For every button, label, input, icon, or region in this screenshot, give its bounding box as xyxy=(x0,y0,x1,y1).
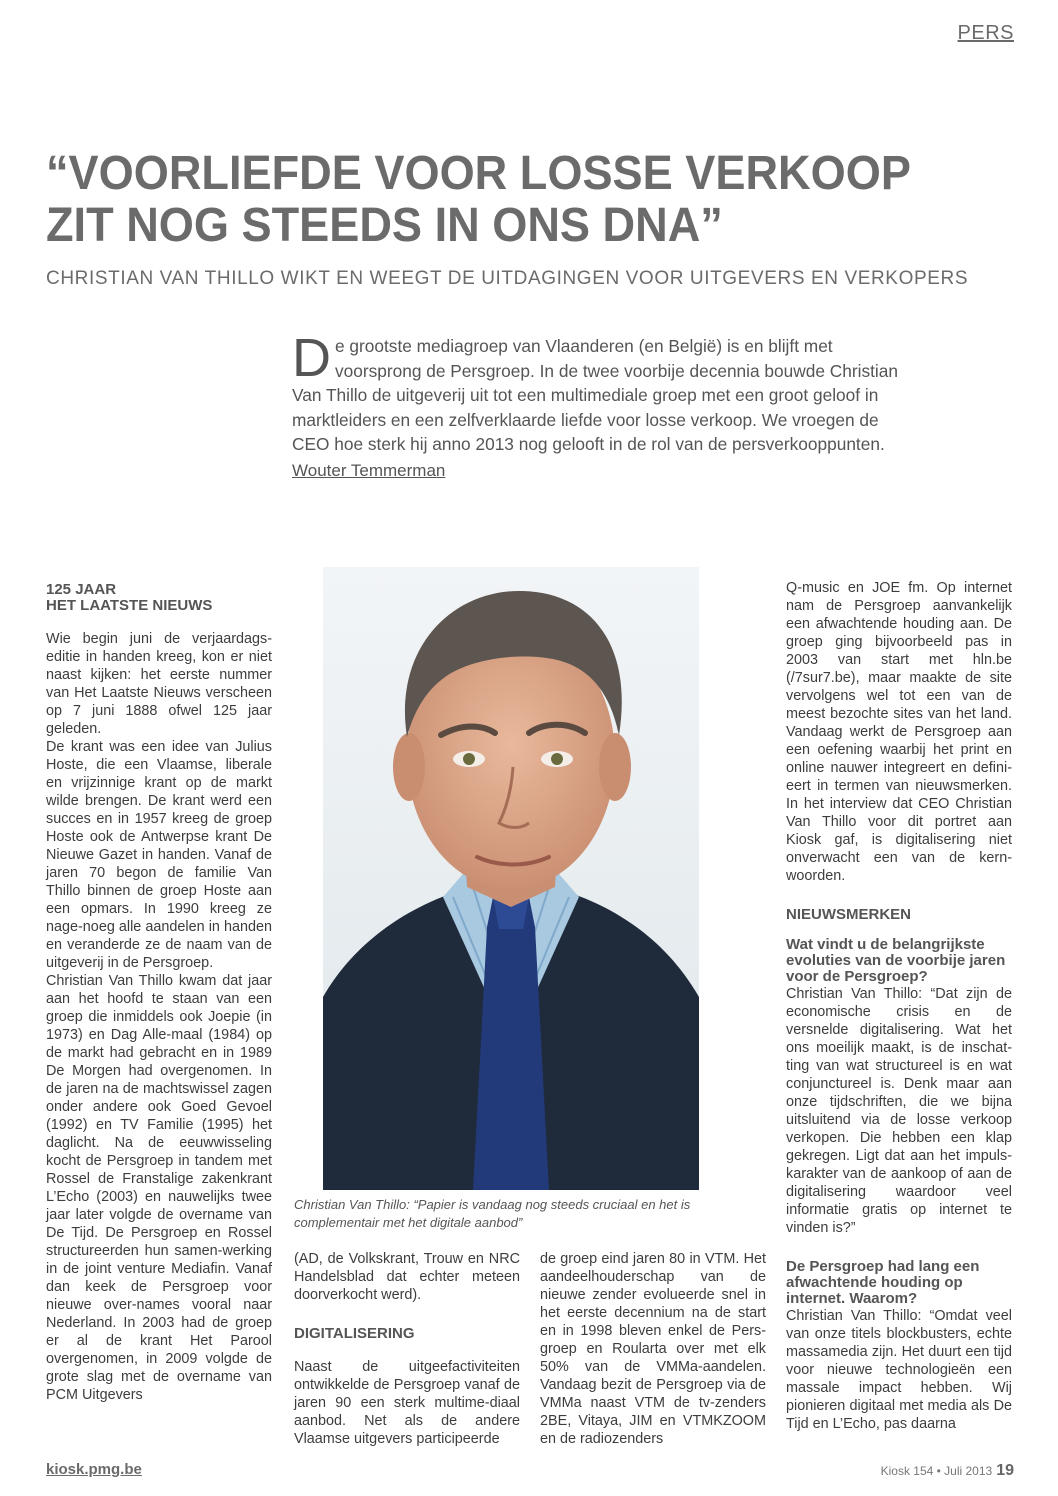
heading-nieuwsmerken: NIEUWSMERKEN xyxy=(786,906,912,923)
column-1 xyxy=(46,582,272,1404)
portrait-photo xyxy=(323,567,699,1190)
footer-site-link[interactable]: kiosk.pmg.be xyxy=(46,1461,142,1478)
drop-cap: D xyxy=(292,328,331,388)
author-byline[interactable]: Wouter Temmerman xyxy=(292,461,446,480)
heading-digitalisering: DIGITALISERING xyxy=(294,1325,415,1342)
paragraph: (AD, de Volkskrant, Trouw en NRC Handelsblad dat echter meteen doorverkocht werd). xyxy=(294,1251,520,1303)
column-4 xyxy=(786,579,1012,1433)
article-intro xyxy=(292,328,917,457)
photo-caption: Christian Van Thillo: “Papier is vandaag nog steeds cruciaal en het is complementair met het digitale aanbod” xyxy=(294,1197,691,1230)
title-line-1: “VOORLIEFDE VOOR LOSSE VERKOOP xyxy=(46,147,911,200)
portrait-illustration xyxy=(323,567,699,1190)
paragraph: Naast de uitgeefactiviteiten ontwikkelde de Persgroep vanaf de jaren 90 een sterk multime-diaal aanbod. Net als de andere Vlaamse uitgevers participeerde xyxy=(294,1359,520,1447)
paragraph: Wie begin juni de verjaardags-editie in handen kreeg, kon er niet naast kijken: het eerste nummer van Het Laatste Nieuws verscheen op 7 juni 1888 ofwel 125 jaar geleden. xyxy=(46,631,272,737)
title-line-2: ZIT NOG STEEDS IN ONS DNA” xyxy=(46,199,723,252)
footer-issue xyxy=(881,1462,1014,1480)
paragraph: Christian Van Thillo kwam dat jaar aan het hoofd te staan van een groep die inmiddels ook Joepie (in 1973) en Dag Alle-maal (1984) op de markt had gebracht en in 1989 De Morgen had overgenomen. In de jaren na de machtswissel zagen onder andere ook Goed Gevoel (1992) en TV Familie (1995) het daglicht. Na de eeuwwisseling kocht de Persgroep in tandem met Rossel de Franstalige zakenkrant L’Echo (2003) en nauwelijks twee jaar later volgde de overname van De Tijd. De Persgroep en Rossel structureerden hun samen-werking in de joint venture Mediafin. Vanaf dan keek de Persgroep voor nieuwe over-names vooral naar Nederland. In 2003 had de groep er al de krant Het Parool overgenomen, in 2009 volgde de grote slag met de overname van PCM Uitgevers xyxy=(46,973,272,1403)
interview-answer: Christian Van Thillo: “Dat zijn de economische crisis en de versnelde digitalisering. Wat het ons moeilijk maakt, is de inschat-ting van wat structureel is en wat conjunctureel is. Denk maar aan onze tijdschriften, die we bijna uitsluitend via de losse verkoop verkopen. Die hebben een klap gekregen. Ligt dat aan het impuls-karakter van de aankoop of aan de digitalisering waardoor veel informatie gratis op internet te vinden is?” xyxy=(786,986,1012,1236)
interview-question: Wat vindt u de belangrijkste evoluties van de voorbije jaren voor de Persgroep? xyxy=(786,936,1006,985)
intro-text: e grootste mediagroep van Vlaanderen (en België) is en blijft met voorsprong de Persgroep. In de twee voorbije decennia bouwde Christian Van Thillo de uitgeverij uit tot een multimediale groep met een groot geloof in marktleiders en een zelfverklaarde liefde voor losse verkoop. We vroegen de CEO hoe sterk hij anno 2013 nog gelooft in de rol van de persverkooppunten. xyxy=(292,336,898,454)
issue-label: Kiosk 154 • Juli 2013 xyxy=(880,1464,993,1478)
heading-line-2: HET LAATSTE NIEUWS xyxy=(46,597,213,614)
column-3 xyxy=(540,1250,766,1448)
heading-125-jaar xyxy=(46,582,272,614)
column-2 xyxy=(294,1250,520,1448)
page-number: 19 xyxy=(996,1462,1014,1479)
section-tag[interactable]: PERS xyxy=(957,22,1014,44)
article-title xyxy=(46,148,948,252)
article-subtitle: CHRISTIAN VAN THILLO WIKT EN WEEGT DE UITDAGINGEN VOOR UITGEVERS EN VERKOPERS xyxy=(46,268,969,289)
interview-answer: Christian Van Thillo: “Omdat veel van onze titels blockbusters, echte massamedia zijn. Het duurt een tijd voor nieuwe technologieën een massale impact hebben. Wij pionieren digitaal met media als De Tijd en L’Echo, pas daarna xyxy=(786,1308,1012,1432)
interview-question: De Persgroep had lang een afwachtende houding op internet. Waarom? xyxy=(786,1258,980,1307)
paragraph: Q-music en JOE fm. Op internet nam de Persgroep aanvankelijk een afwachtende houding aan. De groep ging bijvoorbeeld pas in 2003 van start met hln.be (/7sur7.be), maar maakte de site vervolgens wel tot een van de meest bezochte sites van het land. Vandaag werkt de Persgroep aan een oefening waarbij het print en online nauwer integreert en defini-eert in termen van nieuwsmerken. In het interview dat CEO Christian Van Thillo voor dit portret aan Kiosk gaf, is digitalisering niet onverwacht een van de kern-woorden. xyxy=(786,580,1012,884)
heading-line-1: 125 JAAR xyxy=(46,581,117,598)
paragraph: de groep eind jaren 80 in VTM. Het aandeelhouderschap van de nieuwe zender evolueerde snel in het eerste decennium na de start en in 1998 bleven enkel de Pers-groep en Roularta over met elk 50% van de VMMa-aandelen. Vandaag bezit de Persgroep via de VMMa naast VTM de tv-zenders 2BE, Vitaya, JIM en VTMKZOOM en de radiozenders xyxy=(540,1251,766,1447)
paragraph: De krant was een idee van Julius Hoste, die een Vlaamse, liberale en vrijzinnige krant op de markt wilde brengen. De krant werd een succes en in 1957 kreeg de groep Hoste ook de Antwerpse krant De Nieuwe Gazet in handen. Vanaf de jaren 70 begon de familie Van Thillo binnen de groep Hoste aan een opmars. In 1990 kreeg ze nage-noeg alle aandelen in handen en veranderde ze de naam van de uitgeverij in de Persgroep. xyxy=(46,739,272,971)
